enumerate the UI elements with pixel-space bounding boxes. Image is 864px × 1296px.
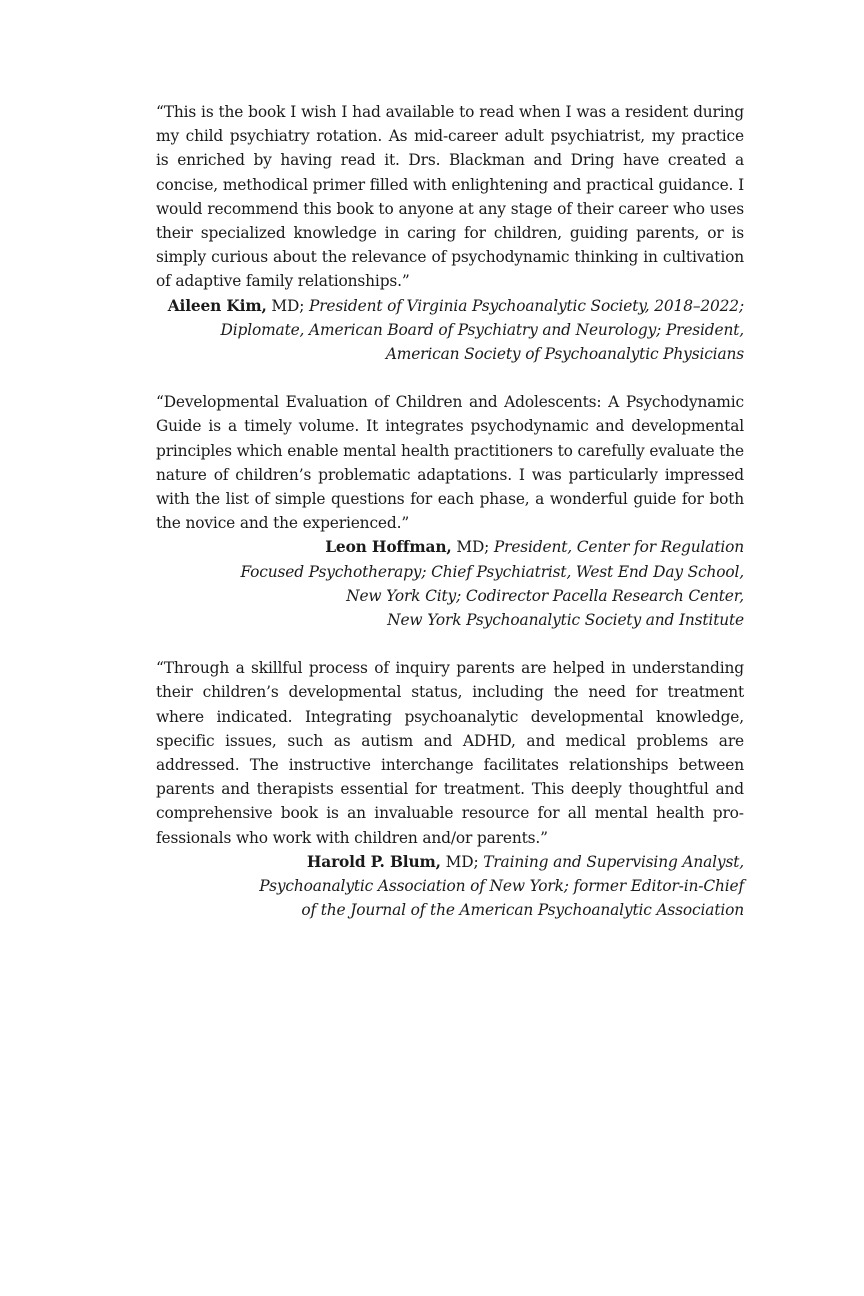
endorser-name: Aileen Kim,: [167, 296, 267, 315]
endorsement-quote: “Developmental Evaluation of Children and Adolescents: A Psychodynamic Guide is a timely volume. It integrates psychodynamic and developmental principles which enable mental health practitioners to carefully evaluate the nature of children’s problematic adaptations. I was particularly impressed with the list of simple questions for each phase, a wonderful guide for both the novice and the experienced.”: [156, 393, 744, 533]
endorser-degree: MD;: [451, 538, 494, 557]
endorser-name: Harold P. Blum,: [306, 852, 441, 871]
endorser-degree: MD;: [440, 852, 484, 871]
endorsement-quote: “This is the book I wish I had available to read when I was a resident during my child psychiatry rotation. As mid-career adult psychiatrist, my practice is enriched by having read it. Drs. Blackman and Dring have created a concise, methodical primer filled with enlightening and practical guidance. I would recommend this book to anyone at any stage of their career who uses their specialized knowledge in caring for children, guiding parents, or is simply curious about the relevance of psychodynamic thinking in cultivation of adaptive family relationships.”: [156, 103, 744, 291]
endorser-credentials: President of Virginia Psychoanalytic Society, 2018–2022;: [309, 296, 744, 315]
endorsement-quote: “Through a skillful process of inquiry parents are helped in understanding their children’s developmental status, including the need for treatment where indicated. Integrating psychoanalytic developmental knowledge, specific issues, such as autism and ADHD, and medical problems are addressed. The instructive interchange facilitates relationships between parents and therapists essential for treatment. This deeply thoughtful and comprehensive book is an invaluable resource for all mental health professionals who work with children and/or parents.”: [156, 659, 744, 847]
endorser-credentials: President, Center for Regulation: [493, 538, 744, 557]
endorsement-attribution: [156, 294, 744, 367]
endorsement-blum: [156, 656, 744, 922]
endorsements: [156, 100, 744, 947]
endorser-credentials: Diplomate, American Board of Psychiatry and Neurology; President,: [220, 320, 744, 339]
endorser-credentials: of the Journal of the American Psychoanalytic Association: [301, 901, 744, 920]
endorser-credentials: Training and Supervising Analyst,: [483, 852, 744, 871]
endorser-degree: MD;: [266, 296, 310, 315]
endorsement-attribution: [156, 535, 744, 632]
endorser-credentials: Focused Psychotherapy; Chief Psychiatrist, West End Day School,: [240, 562, 744, 581]
endorser-credentials: Psychoanalytic Association of New York; former Editor-in-Chief: [259, 877, 744, 896]
endorsement-hoffman: [156, 390, 744, 632]
endorser-credentials: American Society of Psychoanalytic Physicians: [385, 345, 744, 364]
endorser-credentials: New York City; Codirector Pacella Research Center,: [346, 586, 744, 605]
endorser-name: Leon Hoffman,: [325, 538, 452, 557]
endorsement-kim: [156, 100, 744, 366]
endorser-credentials: New York Psychoanalytic Society and Institute: [387, 611, 744, 630]
endorsement-attribution: [156, 850, 744, 923]
